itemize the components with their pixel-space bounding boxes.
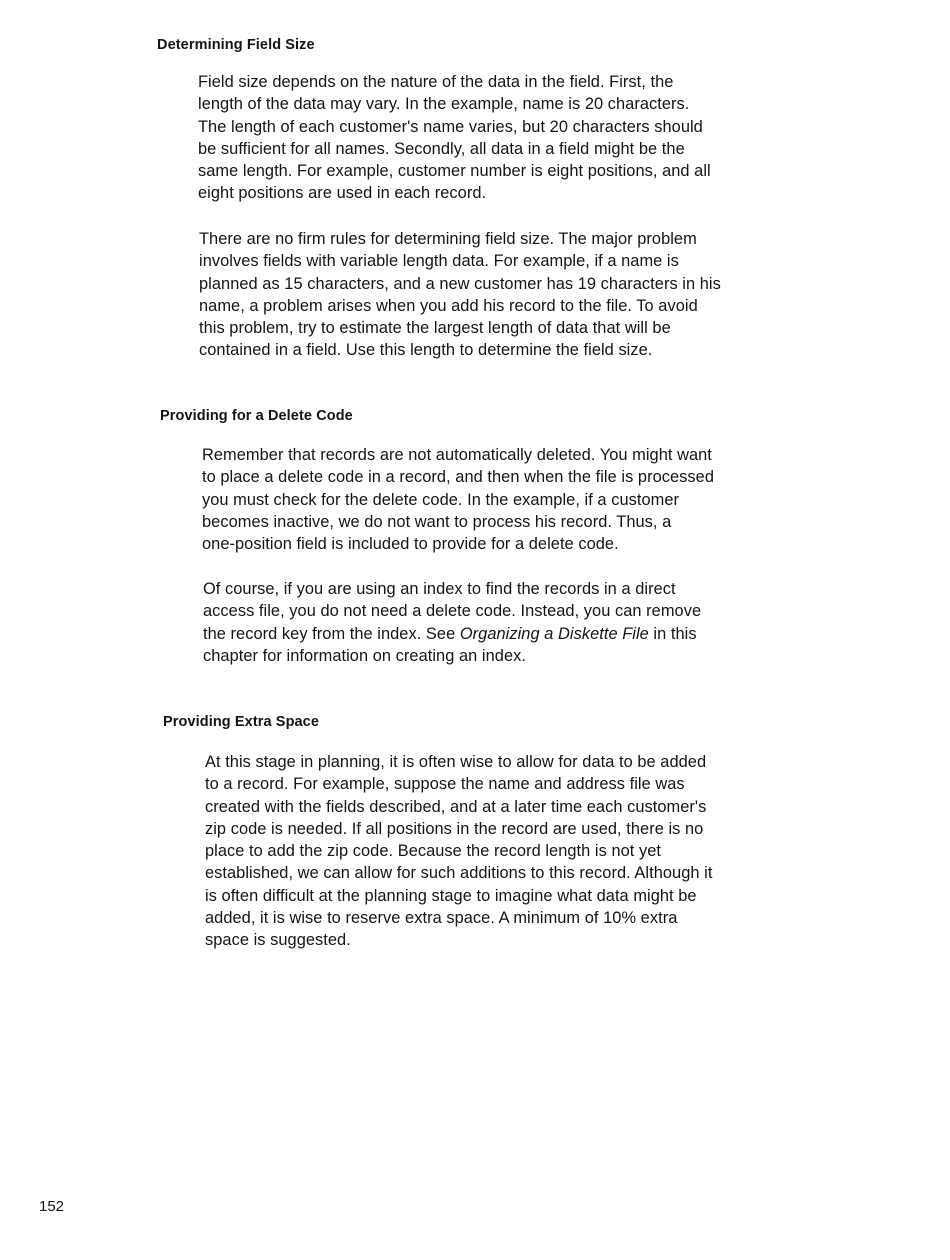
text-line: The length of each customer's name varies, but 20 characters should	[198, 117, 703, 136]
text-line: There are no firm rules for determining field size. The major problem	[199, 230, 697, 248]
paragraph-extra-space-1	[205, 751, 805, 952]
text-line: this problem, try to estimate the largest length of data that will be	[199, 319, 671, 338]
text-line: Remember that records are not automatically deleted. You might want	[202, 446, 712, 464]
text-line: place to add the zip code. Because the record length is not yet	[205, 842, 662, 861]
text-line: same length. For example, customer number is eight positions, and all	[198, 162, 711, 181]
text-line: is often difficult at the planning stage to imagine what data might be	[205, 886, 697, 905]
text-line: access file, you do not need a delete code. Instead, you can remove	[203, 602, 702, 621]
text-line: chapter for information on creating an index.	[203, 646, 526, 665]
text-line: planned as 15 characters, and a new customer has 19 characters in his	[199, 274, 721, 293]
text-line: added, it is wise to reserve extra space. A minimum of 10% extra	[205, 909, 678, 928]
text-line: be sufficient for all names. Secondly, all data in a field might be the	[198, 139, 685, 158]
section-heading-determining-field-size: Determining Field Size	[157, 37, 315, 53]
text-fragment: in this	[648, 624, 697, 643]
paragraph-delete-code-2	[203, 578, 803, 667]
text-line: created with the fields described, and at a later time each customer's	[205, 797, 707, 816]
section-heading-delete-code: Providing for a Delete Code	[160, 408, 353, 424]
text-line: zip code is needed. If all positions in the record are used, there is no	[205, 819, 704, 838]
text-line: one-position field is included to provide for a delete code.	[202, 535, 619, 554]
text-line: becomes inactive, we do not want to process his record. Thus, a	[202, 512, 672, 531]
cross-reference-title: Organizing a Diskette File	[459, 624, 649, 643]
text-line: Field size depends on the nature of the data in the field. First, the	[198, 73, 674, 91]
text-line: At this stage in planning, it is often wise to allow for data to be added	[205, 753, 707, 771]
text-line: you must check for the delete code. In the example, if a customer	[202, 490, 680, 509]
text-line: to a record. For example, suppose the name and address file was	[205, 775, 685, 794]
text-line: eight positions are used in each record.	[198, 184, 487, 203]
text-line: contained in a field. Use this length to determine the field size.	[199, 341, 653, 360]
page-number: 152	[39, 1198, 65, 1215]
section-heading-extra-space: Providing Extra Space	[163, 714, 320, 730]
text-line: name, a problem arises when you add his record to the file. To avoid	[199, 296, 698, 315]
text-line: to place a delete code in a record, and then when the file is processed	[202, 468, 714, 487]
paragraph-delete-code-1	[202, 444, 802, 555]
text-fragment: the record key from the index. See	[203, 624, 460, 643]
text-line: Of course, if you are using an index to find the records in a direct	[203, 580, 676, 598]
text-line: established, we can allow for such additions to this record. Although it	[205, 864, 713, 883]
text-line: length of the data may vary. In the example, name is 20 characters.	[198, 95, 690, 114]
text-line: space is suggested.	[205, 931, 351, 950]
paragraph-field-size-2	[199, 228, 799, 362]
text-line	[203, 623, 803, 645]
paragraph-field-size-1	[198, 71, 798, 205]
text-line: involves fields with variable length data. For example, if a name is	[199, 252, 679, 271]
